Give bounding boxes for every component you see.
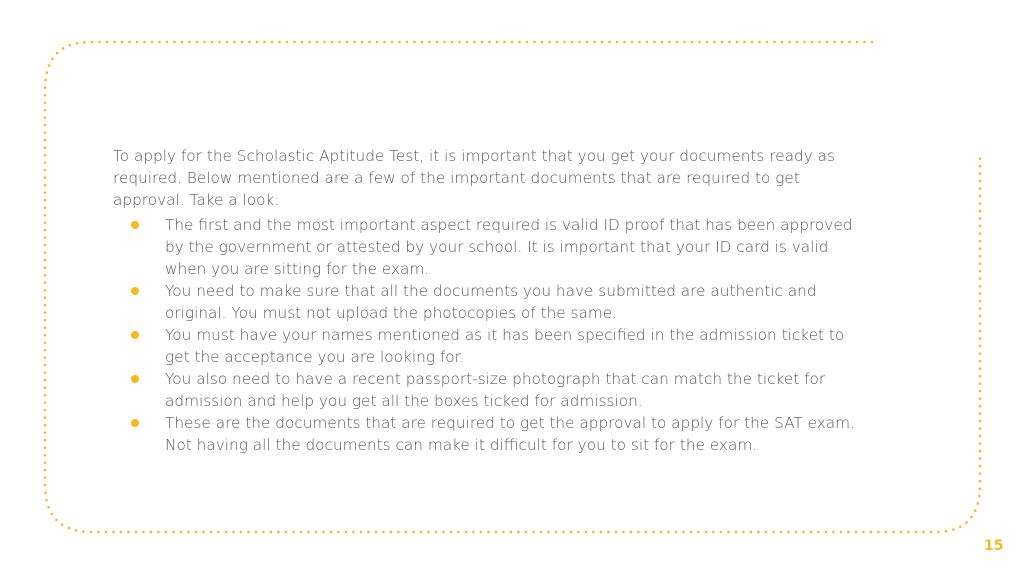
documents-bullet-list bbox=[113, 214, 858, 456]
bullet-item bbox=[113, 280, 858, 324]
bullet-text: You also need to have a recent passport-size photograph that can match the ticket for admission and help you get all the boxes ticked for admission. bbox=[165, 370, 826, 410]
bullet-text: These are the documents that are required to get the approval to apply for the SAT exam. Not having all the documents can make it difficult for you to sit for the exam. bbox=[165, 414, 855, 454]
bullet-item bbox=[113, 412, 858, 456]
bullet-dot-icon bbox=[131, 221, 139, 229]
bullet-dot-icon bbox=[131, 331, 139, 339]
intro-paragraph: To apply for the Scholastic Aptitude Test, it is important that you get your documents ready as required. Below mentioned are a few of the important documents that are required to get approval. Take a look: bbox=[113, 147, 835, 209]
page-number: 15 bbox=[984, 538, 1004, 554]
bullet-dot-icon bbox=[131, 375, 139, 383]
bullet-item bbox=[113, 368, 858, 412]
bullet-text: The first and the most important aspect required is valid ID proof that has been approved by the government or attested by your school. It is important that your ID card is valid when you are sitting for the exam. bbox=[165, 216, 853, 278]
bullet-dot-icon bbox=[131, 287, 139, 295]
bullet-dot-icon bbox=[131, 419, 139, 427]
slide-body bbox=[113, 145, 858, 456]
bullet-text: You need to make sure that all the documents you have submitted are authentic and original. You must not upload the photocopies of the same. bbox=[165, 282, 817, 322]
bullet-item bbox=[113, 214, 858, 280]
bullet-text: You must have your names mentioned as it has been specified in the admission ticket to get the acceptance you are looking for. bbox=[165, 326, 845, 366]
bullet-item bbox=[113, 324, 858, 368]
